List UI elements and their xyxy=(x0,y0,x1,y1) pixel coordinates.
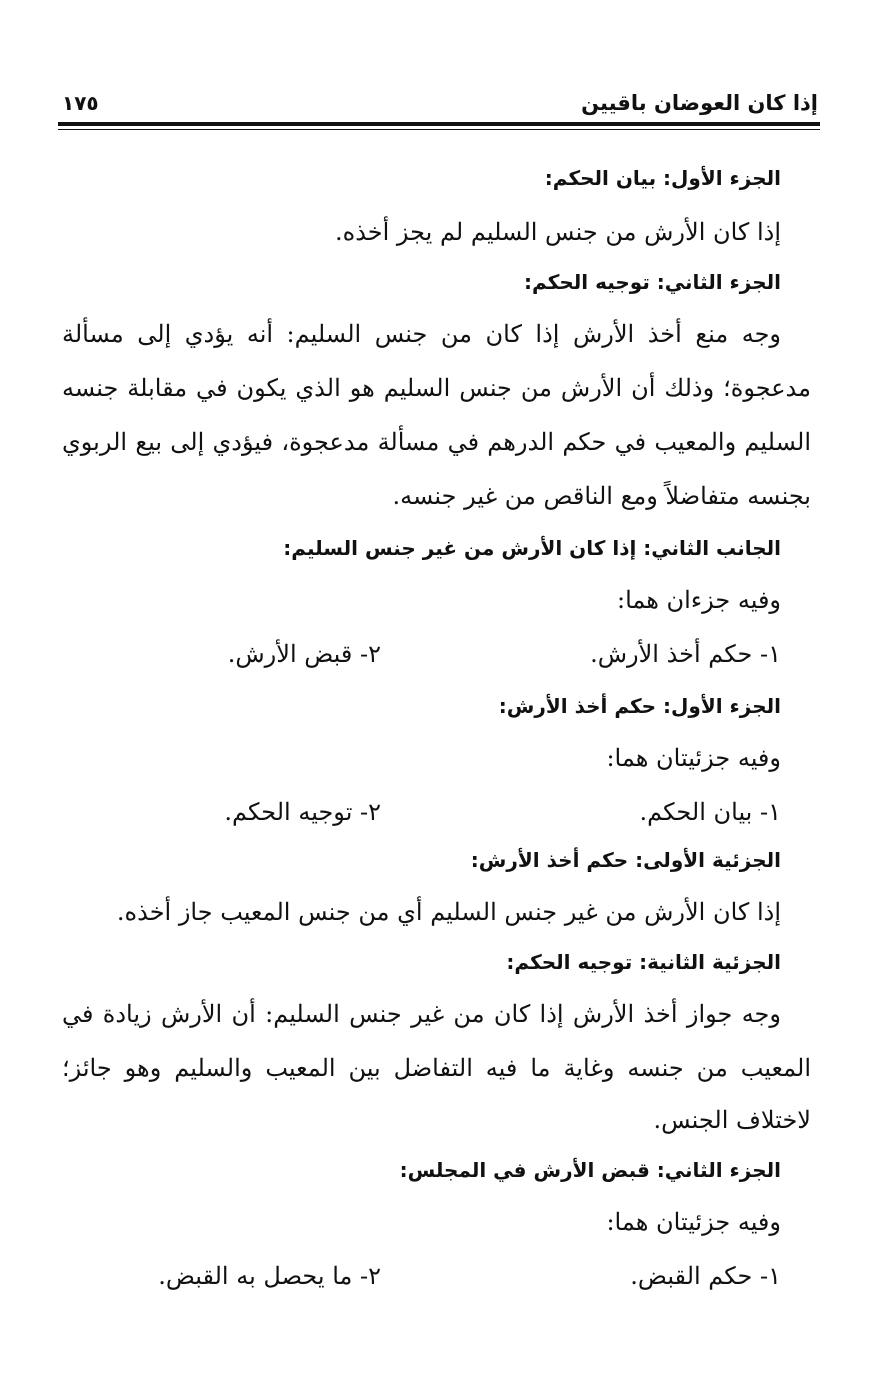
paragraph-line: المعيب من جنسه وغاية ما فيه التفاضل بين المعيب والسليم وهو جائز؛ xyxy=(62,1054,811,1082)
paragraph-line: وجه جواز أخذ الأرش إذا كان من غير جنس السليم: أن الأرش زيادة في xyxy=(62,1000,781,1028)
list-item: ٢- توجيه الحكم. xyxy=(224,798,381,826)
header-rule-thick xyxy=(58,122,820,126)
list-item: ٢- قبض الأرش. xyxy=(227,640,381,668)
list-item: ١- حكم القبض. xyxy=(630,1262,781,1290)
section-heading: الجزء الثاني: قبض الأرش في المجلس: xyxy=(399,1158,781,1182)
paragraph-line: وجه منع أخذ الأرش إذا كان من جنس السليم: أنه يؤدي إلى مسألة xyxy=(62,320,781,348)
paragraph-line: لاختلاف الجنس. xyxy=(653,1106,811,1134)
section-heading: الجزء الثاني: توجيه الحكم: xyxy=(524,270,781,294)
list-item: ١- حكم أخذ الأرش. xyxy=(590,640,781,668)
paragraph-line: إذا كان الأرش من جنس السليم لم يجز أخذه. xyxy=(334,218,781,246)
page-number: ١٧٥ xyxy=(62,91,99,115)
paragraph-line: السليم والمعيب في حكم الدرهم في مسألة مدعجوة، فيؤدي إلى بيع الربوي xyxy=(62,428,811,456)
running-header xyxy=(62,88,818,122)
list-row xyxy=(62,636,781,676)
section-heading: الجزئية الثانية: توجيه الحكم: xyxy=(506,950,781,974)
list-item: ١- بيان الحكم. xyxy=(639,798,781,826)
paragraph-line: إذا كان الأرش من غير جنس السليم أي من جنس المعيب جاز أخذه. xyxy=(116,898,781,926)
list-row xyxy=(62,794,781,834)
running-header-title: إذا كان العوضان باقيين xyxy=(581,91,818,115)
section-heading: الجزء الأول: بيان الحكم: xyxy=(544,166,781,190)
section-heading: الجزئية الأولى: حكم أخذ الأرش: xyxy=(470,848,781,872)
section-heading: الجزء الأول: حكم أخذ الأرش: xyxy=(498,694,781,718)
paragraph-line: وفيه جزئيتان هما: xyxy=(606,744,781,772)
paragraph-line: وفيه جزءان هما: xyxy=(616,586,781,614)
paragraph-line: مدعجوة؛ وذلك أن الأرش من جنس السليم هو الذي يكون في مقابلة جنسه xyxy=(62,374,811,402)
list-item: ٢- ما يحصل به القبض. xyxy=(158,1262,381,1290)
paragraph-line: بجنسه متفاضلاً ومع الناقص من غير جنسه. xyxy=(392,482,811,510)
list-row xyxy=(62,1258,781,1298)
header-rule-thin xyxy=(58,129,820,130)
section-heading: الجانب الثاني: إذا كان الأرش من غير جنس السليم: xyxy=(283,536,781,560)
paragraph-line: وفيه جزئيتان هما: xyxy=(606,1208,781,1236)
